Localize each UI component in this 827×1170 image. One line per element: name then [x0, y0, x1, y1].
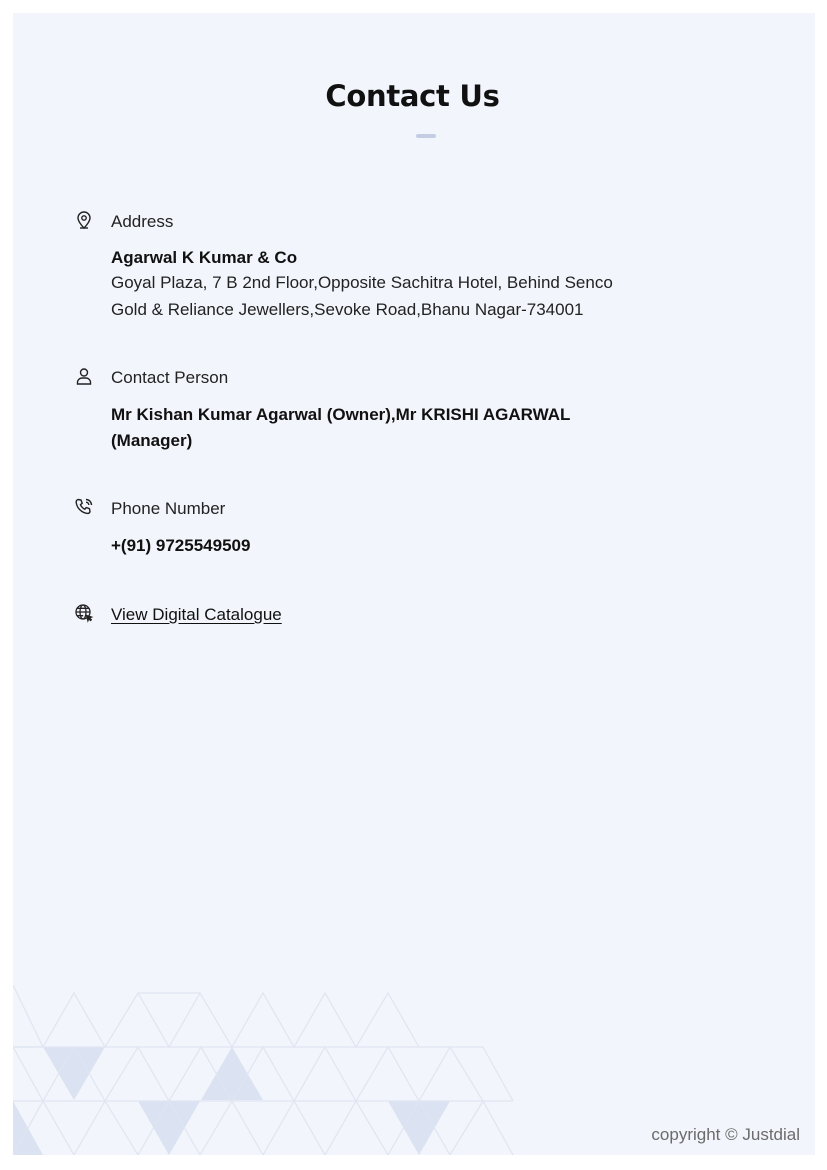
address-label: Address	[111, 212, 174, 231]
contact-person-label: Contact Person	[111, 368, 229, 387]
globe-cursor-icon	[74, 603, 94, 623]
business-name: Agarwal K Kumar & Co	[111, 248, 298, 267]
location-pin-icon	[74, 210, 94, 230]
person-icon	[74, 366, 94, 386]
address-line-2: Gold & Reliance Jewellers,Sevoke Road,Bhanu Nagar-734001	[111, 300, 584, 319]
contact-person-line-1: Mr Kishan Kumar Agarwal (Owner),Mr KRISHI AGARWAL	[111, 405, 571, 424]
decorative-triangle-pattern	[13, 985, 518, 1155]
contact-person-line-2: (Manager)	[111, 431, 193, 450]
view-digital-catalogue-link[interactable]: View Digital Catalogue	[111, 605, 282, 624]
phone-label: Phone Number	[111, 499, 226, 518]
address-line-1: Goyal Plaza, 7 B 2nd Floor,Opposite Sachitra Hotel, Behind Senco	[111, 273, 613, 292]
contact-page	[13, 13, 815, 1155]
phone-icon	[74, 497, 94, 517]
phone-number[interactable]: +(91) 9725549509	[111, 536, 251, 555]
page-title: Contact Us	[325, 79, 500, 113]
copyright-text: copyright © Justdial	[651, 1125, 800, 1144]
title-underline	[416, 134, 436, 138]
